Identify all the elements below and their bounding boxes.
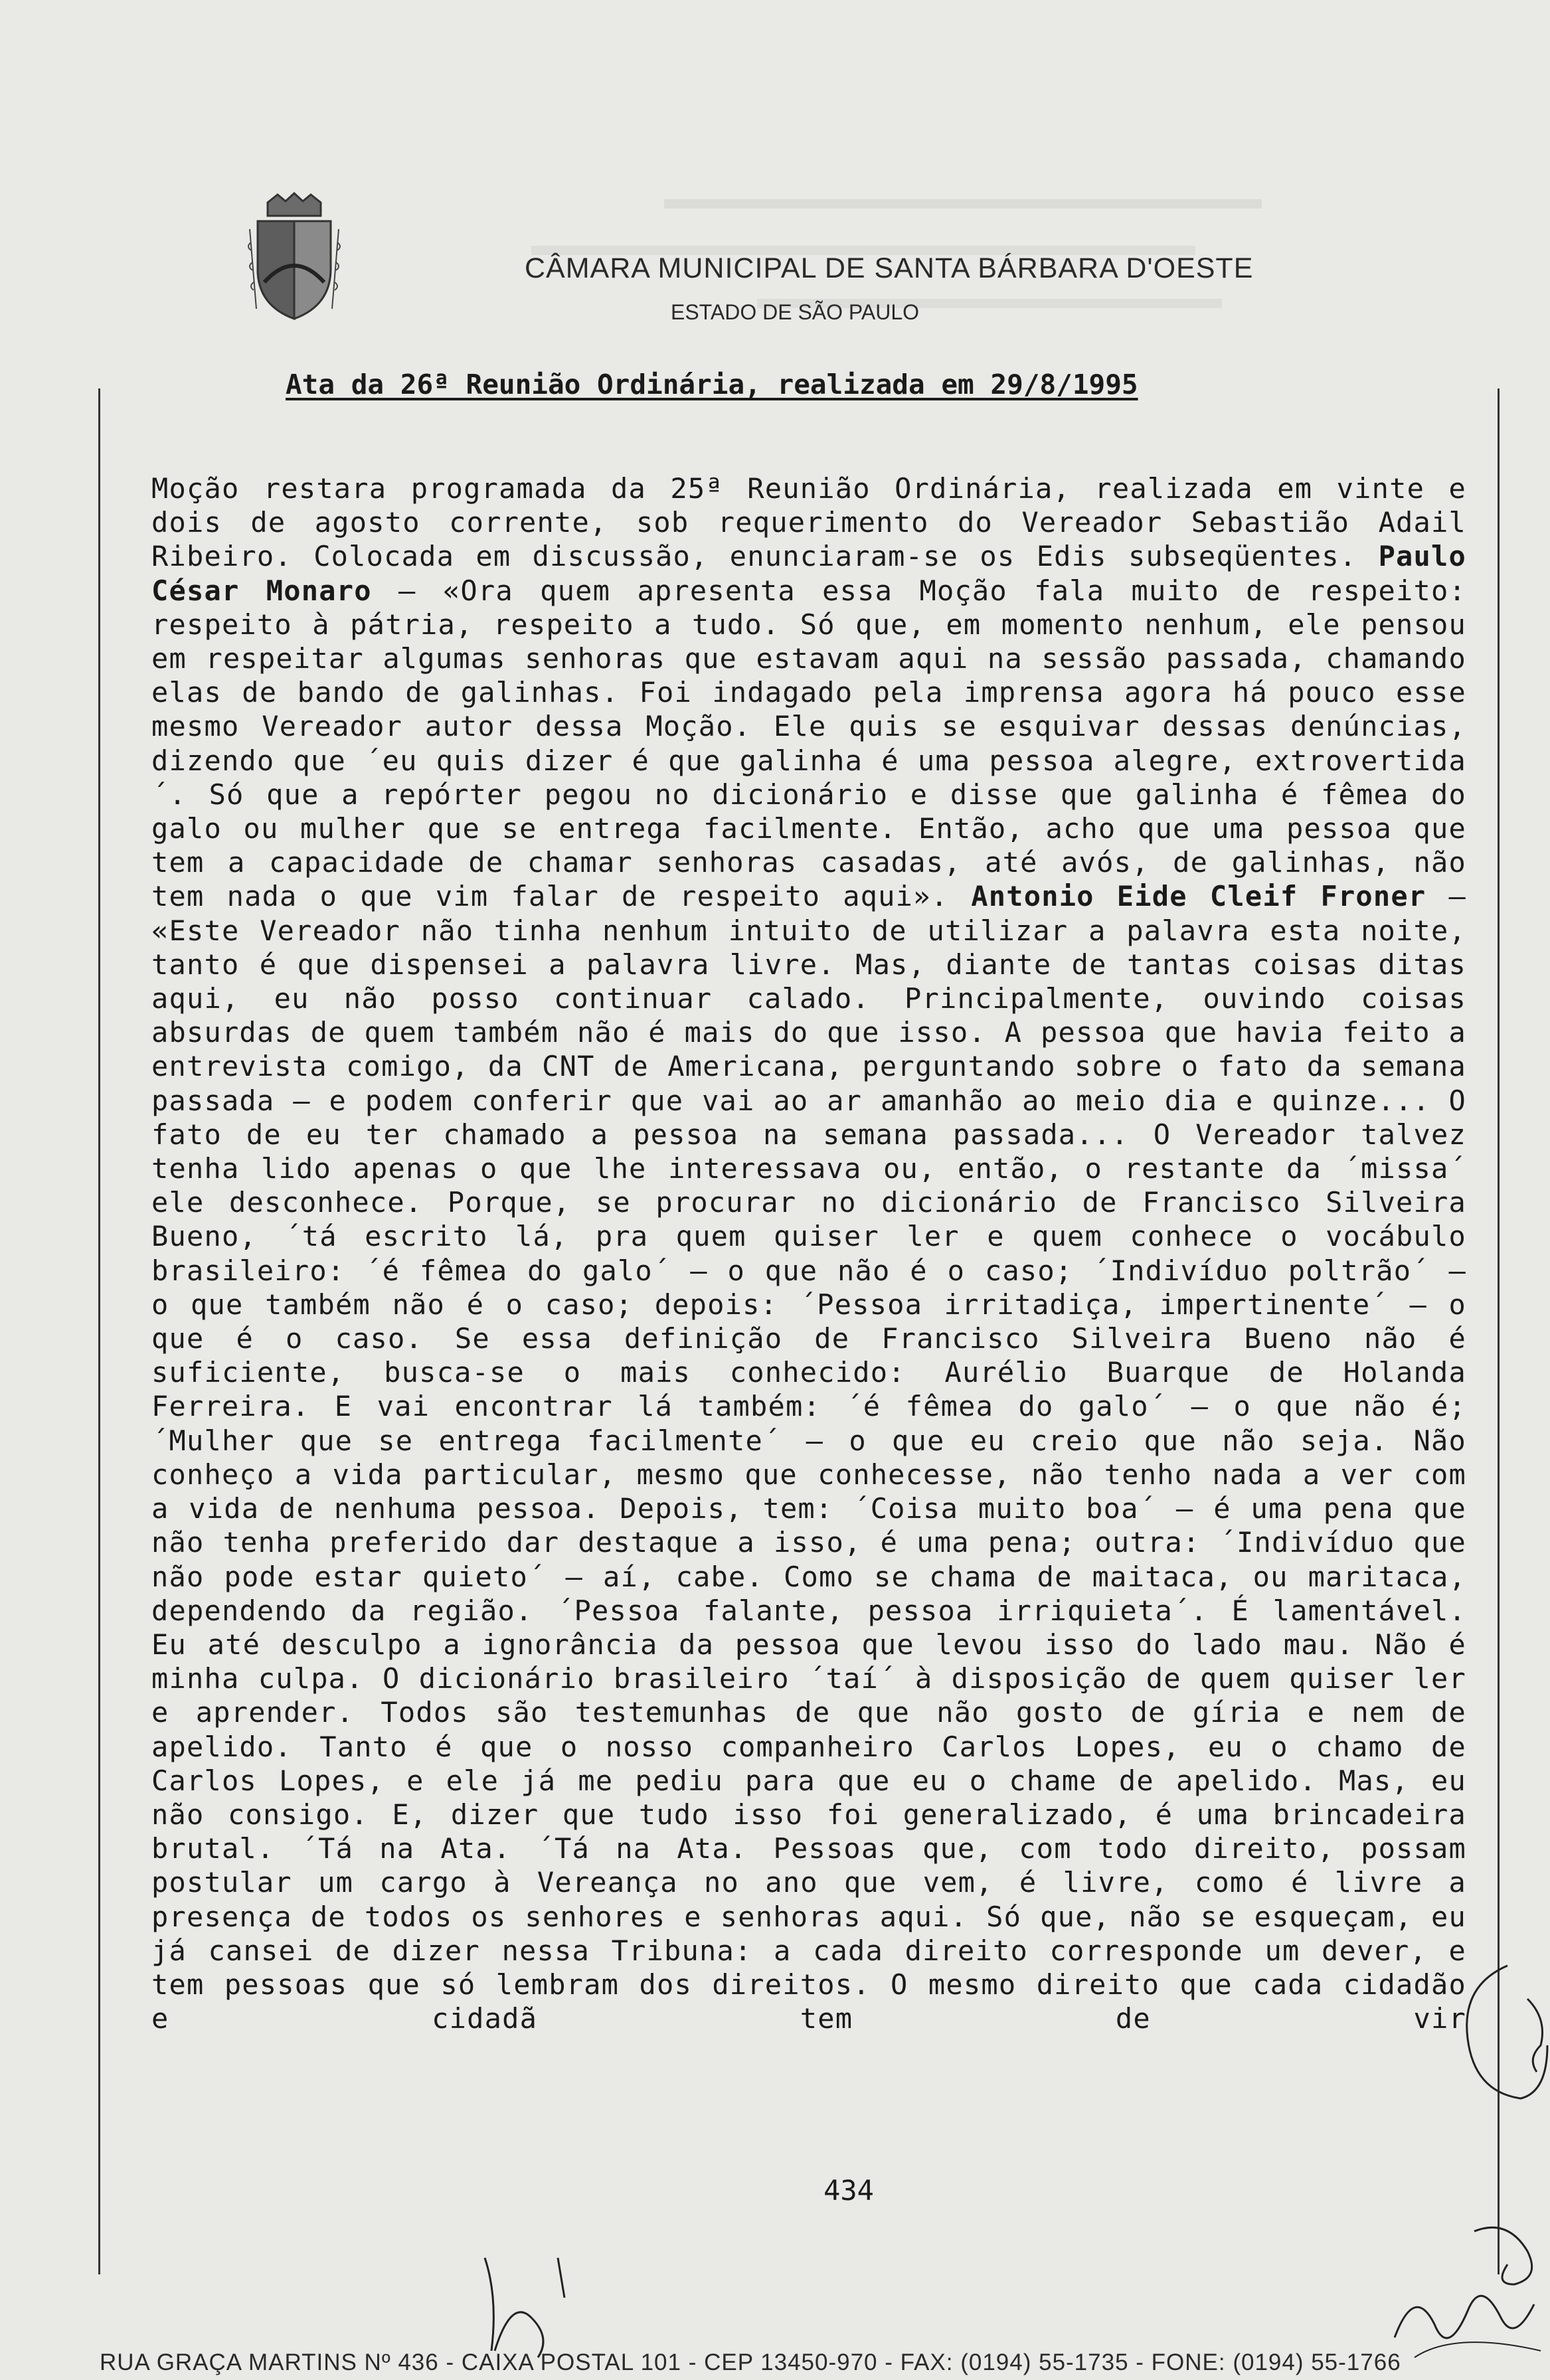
page-number: 434 — [823, 2174, 874, 2207]
left-margin-rule — [98, 388, 100, 2274]
address-footer: RUA GRAÇA MARTINS Nº 436 - CAIXA POSTAL 101 - CEP 13450-970 - FAX: (0194) 55-1735 - FONE: (0194) 55-1766 — [100, 2349, 1401, 2375]
municipal-coat-of-arms-icon — [244, 189, 344, 329]
speaker-name: Antonio Eide Cleif Froner — [971, 880, 1426, 913]
speaker-name: Paulo César Monaro — [151, 540, 1466, 607]
body-speech-2: – «Este Vereador não tinha nenhum intuito de utilizar a palavra esta noite, tanto é que dispensei a palavra livre. Mas, diante de tantas coisas ditas aqui, eu não posso continuar calado. Principalmente, ouvindo coisas absurdas de quem também não é mais do que isso. A pessoa que havia feito a entrevista comigo, da CNT de Americana, perguntando sobre o fato da semana passada – e podem conferir que vai ao ar amanhão ao meio dia e quinze... O fato de eu ter chamado a pessoa na semana passada... O Vereador talvez tenha lido apenas o que lhe interessava ou, então, o restante da ´missa´ ele desconhece. Porque, se procurar no dicionário de Francisco Silveira Bueno, ´tá escrito lá, pra quem quiser ler e quem conhece o vocábulo brasileiro: ´é fêmea do galo´ – o que não é o caso; ´Indivíduo poltrão´ – o que também não é o caso; depois: ´Pessoa irritadiça, impertinente´ – o que é o caso. Se essa definição de Francisco Silveira Bueno não é suficiente, busca-se o mais conhecido: Aurélio Buarque de Holanda Ferreira. E vai encontrar lá também: ´é fêmea do galo´ – o que não é; ´Mulher que se entrega facilmente´ – o que eu creio que não seja. Não conheço a vida particular, mesmo que conhecesse, não tenho nada a ver com a vida de nenhuma pessoa. Depois, tem: ´Coisa muito boa´ – é uma pena que não tenha preferido dar destaque a isso, é uma pena; outra: ´Indivíduo que não pode estar quieto´ – aí, cabe. Como se chama de maitaca, ou maritaca, dependendo da região. ´Pessoa falante, pessoa irriquieta´. É lamentável. Eu até desculpo a ignorância da pessoa que levou isso do lado mau. Não é minha culpa. O dicionário brasileiro ´taí´ à disposição de quem quiser ler e aprender. Todos são testemunhas de que não gosto de gíria e nem de apelido. Tanto é que o nosso companheiro Carlos Lopes, eu o chamo de Carlos Lopes, e ele já me pediu para que eu o chame de apelido. Mas, eu não consigo. E, dizer que tudo isso foi generalizado, é uma brincadeira brutal. ´Tá na Ata. ´Tá na Ata. Pessoas que, com todo direito, possam postular um cargo à Vereança no ano que vem, é livre, como é livre a presença de todos os senhores e senhoras aqui. Só que, não se esqueçam, eu já cansei de dizer nessa Tribuna: a cada direito corresponde um dever, e tem pessoas que só lembram dos direitos. O mesmo direito que cada cidadão e cidadã tem de vir — [151, 880, 1466, 2035]
signature-scribble-icon — [1375, 2205, 1550, 2371]
body-paragraph-intro: Moção restara programada da 25ª Reunião Ordinária, realizada em vinte e dois de agosto corrente, sob requerimento do Vereador Sebastião Adail Ribeiro. Colocada em discussão, enunciaram-se os Edis subseqüentes. — [151, 472, 1466, 573]
signature-circle-icon — [1448, 1959, 1550, 2112]
institution-state: ESTADO DE SÃO PAULO — [671, 300, 920, 324]
body-speech-1: – «Ora quem apresenta essa Moção fala muito de respeito: respeito à pátria, respeito a tudo. Só que, em momento nenhum, ele pensou em respeitar algumas senhoras que estavam aqui na sessão passada, chamando elas de bando de galinhas. Foi indagado pela imprensa agora há pouco esse mesmo Vereador autor dessa Moção. Ele quis se esquivar dessas denúncias, dizendo que ´eu quis dizer é que galinha é uma pessoa alegre, extrovertida´. Só que a repórter pegou no dicionário e disse que galinha é fêmea do galo ou mulher que se entrega facilmente. Então, acho que uma pessoa que tem a capacidade de chamar senhoras casadas, até avós, de galinhas, não tem nada o que vim falar de respeito aqui». — [151, 574, 1466, 913]
institution-name: CÂMARA MUNICIPAL DE SANTA BÁRBARA D'OESTE — [525, 252, 1254, 284]
signature-initials-icon — [458, 2218, 591, 2364]
minutes-body — [151, 471, 1466, 2035]
minutes-title: Ata da 26ª Reunião Ordinária, realizada em 29/8/1995 — [286, 369, 1138, 400]
